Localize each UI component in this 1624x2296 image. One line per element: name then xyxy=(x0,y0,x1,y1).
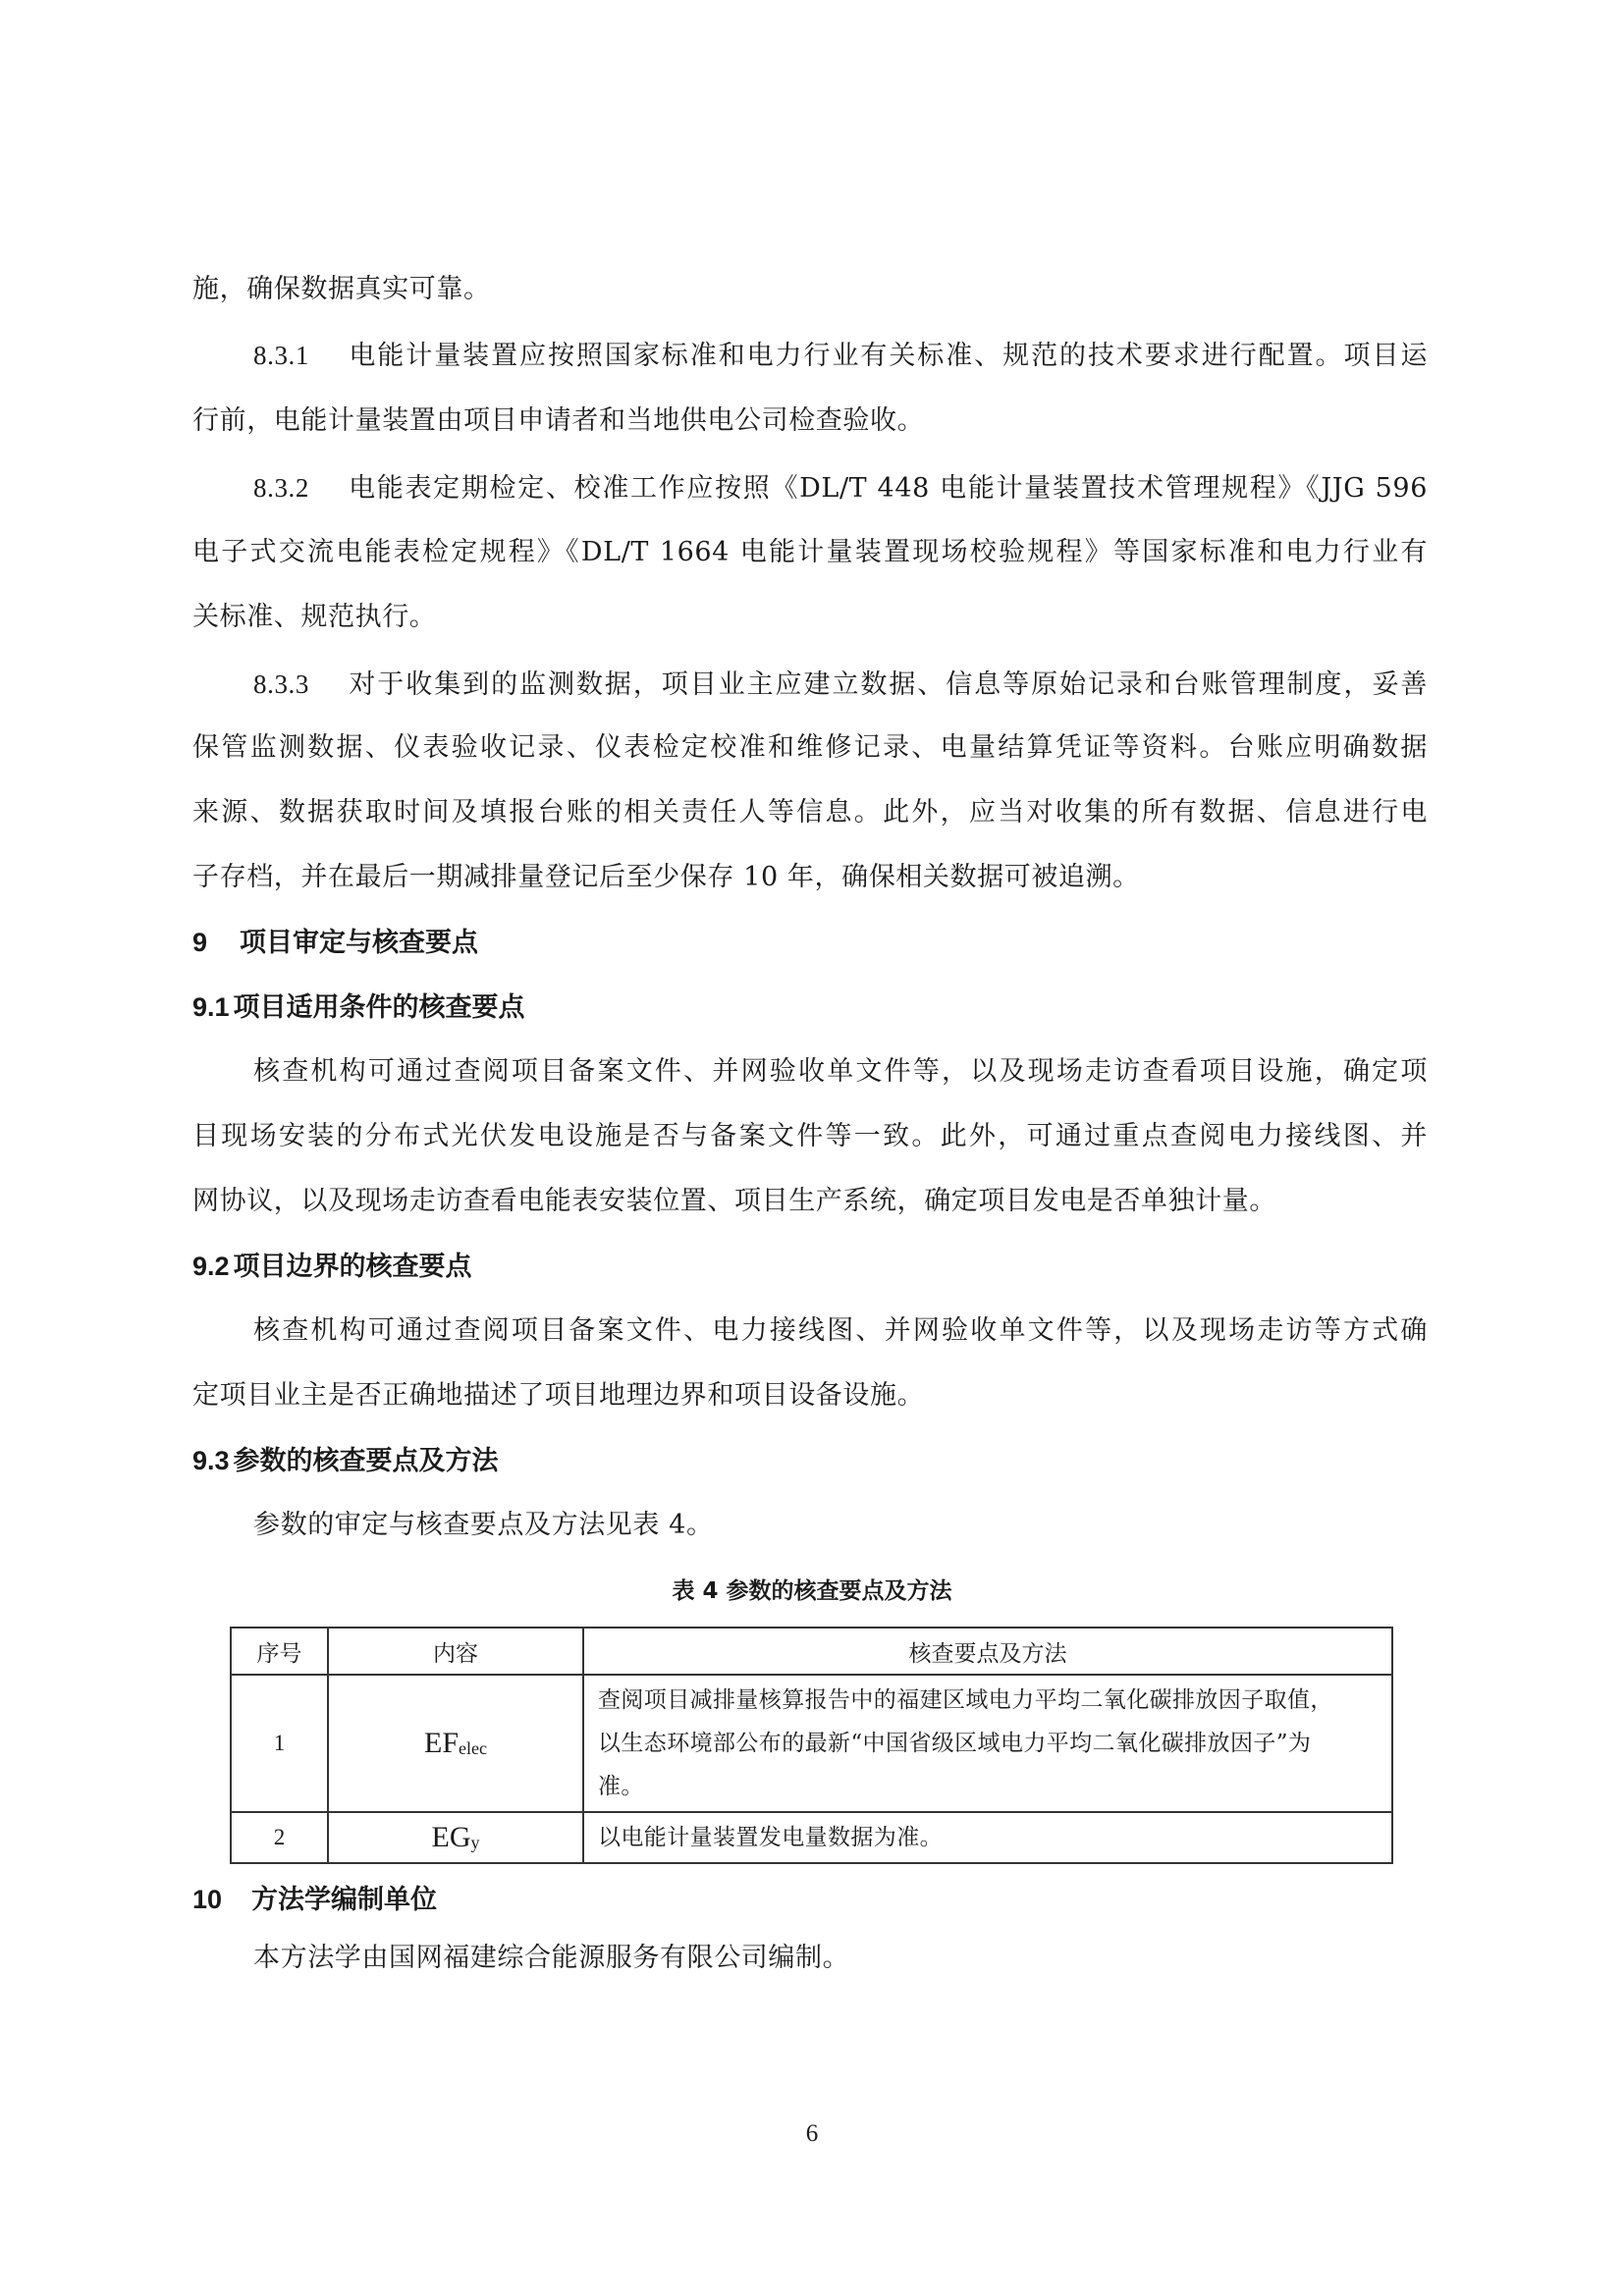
subsection-number: 9.2 xyxy=(192,1252,230,1281)
clause-8-3-3-line: 保管监测数据、仪表验收记录、仪表检定校准和维修记录、电量结算凭证等资料。台账应明确数据 xyxy=(192,732,1428,763)
subsection-title: 项目边界的核查要点 xyxy=(233,1252,472,1282)
clause-number: 8.3.3 xyxy=(253,669,309,699)
method-line: 以生态环境部公布的最新“中国省级区域电力平均二氧化碳排放因子”为 xyxy=(598,1731,1312,1756)
paragraph-line: 核查机构可通过查阅项目备案文件、并网验收单文件等，以及现场走访查看项目设施，确定项 xyxy=(253,1056,1428,1087)
clause-text: 对于收集到的监测数据，项目业主应建立数据、信息等原始记录和台账管理制度，妥善 xyxy=(348,669,1428,700)
clause-8-3-1-line: 行前，电能计量装置由项目申请者和当地供电公司检查验收。 xyxy=(192,405,925,436)
page-number: 6 xyxy=(805,2120,819,2147)
clause-8-3-2-line: 关标准、规范执行。 xyxy=(192,602,437,632)
subsection-number: 9.3 xyxy=(192,1446,230,1475)
clause-8-3-1-line xyxy=(253,339,1428,373)
section-10-heading xyxy=(192,1883,437,1917)
parameter-subscript: y xyxy=(470,1833,480,1852)
parameter-subscript: elec xyxy=(459,1738,487,1758)
method-line: 以电能计量装置发电量数据为准。 xyxy=(598,1825,943,1850)
paragraph-line: 本方法学由国网福建综合能源服务有限公司编制。 xyxy=(253,1943,850,1973)
paragraph-line: 核查机构可通过查阅项目备案文件、电力接线图、并网验收单文件等，以及现场走访等方式确 xyxy=(253,1315,1428,1346)
section-title: 方法学编制单位 xyxy=(251,1885,437,1915)
clause-8-3-3-line: 子存档，并在最后一期减排量登记后至少保存 10 年，确保相关数据可被追溯。 xyxy=(192,862,1140,892)
parameter-symbol: EG xyxy=(431,1821,471,1853)
clause-8-3-3-line: 来源、数据获取时间及填报台账的相关责任人等信息。此外，应当对收集的所有数据、信息进行电 xyxy=(192,797,1428,828)
section-9-heading xyxy=(192,926,478,960)
clause-8-3-2-line: 电子式交流电能表检定规程》《DL/T 1664 电能计量装置现场校验规程》等国家标准和电力行业有 xyxy=(192,537,1428,567)
subsection-9-3-heading xyxy=(192,1444,499,1478)
header-cell-no: 序号 xyxy=(231,1628,328,1675)
subsection-9-1-heading xyxy=(192,990,525,1025)
cell-parameter xyxy=(328,1675,583,1812)
clause-number: 8.3.2 xyxy=(253,473,309,503)
clause-text: 电能计量装置应按照国家标准和电力行业有关标准、规范的技术要求进行配置。项目运 xyxy=(348,341,1428,371)
paragraph-line: 定项目业主是否正确地描述了项目地理边界和项目设备设施。 xyxy=(192,1380,925,1411)
paragraph-line: 目现场安装的分布式光伏发电设施是否与备案文件等一致。此外，可通过重点查阅电力接线图、并 xyxy=(192,1121,1428,1151)
table-row xyxy=(231,1812,1392,1863)
parameters-table xyxy=(230,1627,1393,1864)
header-cell-method: 核查要点及方法 xyxy=(583,1628,1392,1675)
method-line: 查阅项目减排量核算报告中的福建区域电力平均二氧化碳排放因子取值， xyxy=(598,1687,1333,1713)
cell-method xyxy=(583,1675,1392,1812)
subsection-title: 项目适用条件的核查要点 xyxy=(233,992,525,1023)
cell-method xyxy=(583,1812,1392,1863)
parameter-symbol: EF xyxy=(424,1727,460,1759)
subsection-title: 参数的核查要点及方法 xyxy=(233,1446,499,1476)
paragraph-line: 网协议，以及现场走访查看电能表安装位置、项目生产系统，确定项目发电是否单独计量。 xyxy=(192,1186,1276,1216)
method-line: 准。 xyxy=(598,1774,644,1799)
clause-8-3-2-line xyxy=(253,471,1428,506)
section-number: 10 xyxy=(192,1885,223,1914)
section-title: 项目审定与核查要点 xyxy=(240,928,478,958)
subsection-9-2-heading xyxy=(192,1250,472,1284)
paragraph-line: 施，确保数据真实可靠。 xyxy=(192,274,491,304)
header-cell-content: 内容 xyxy=(328,1628,583,1675)
clause-8-3-3-line xyxy=(253,667,1428,702)
table-header-row xyxy=(231,1628,1392,1675)
table-caption: 表 4 参数的核查要点及方法 xyxy=(672,1578,952,1604)
cell-no: 1 xyxy=(231,1675,328,1812)
table-row xyxy=(231,1675,1392,1812)
clause-number: 8.3.1 xyxy=(253,341,309,370)
cell-no: 2 xyxy=(231,1812,328,1863)
paragraph-line: 参数的审定与核查要点及方法见表 4。 xyxy=(253,1510,714,1540)
clause-text: 电能表定期检定、校准工作应按照《DL/T 448 电能计量装置技术管理规程》《JJG 596 xyxy=(348,473,1428,504)
cell-parameter xyxy=(328,1812,583,1863)
subsection-number: 9.1 xyxy=(192,992,230,1022)
section-number: 9 xyxy=(192,928,208,957)
